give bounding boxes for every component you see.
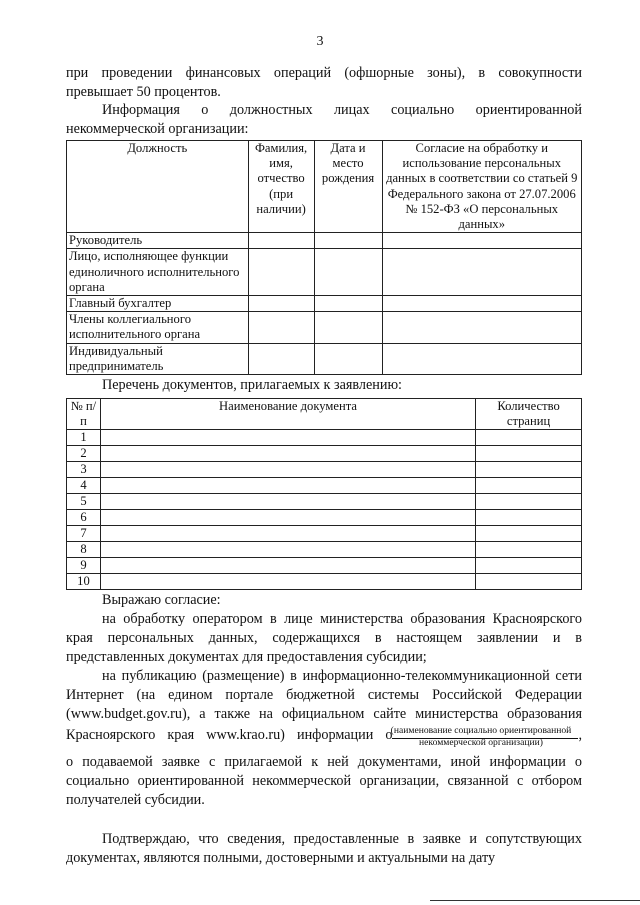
cell-page-count[interactable] <box>476 574 582 590</box>
row-number: 1 <box>67 430 101 446</box>
cell-consent[interactable] <box>382 249 582 296</box>
table-row <box>67 510 582 526</box>
cell-consent[interactable] <box>382 233 582 249</box>
row-position: Индивидуальный предприниматель <box>67 343 249 374</box>
header-birth: Дата и место рождения <box>314 141 382 233</box>
row-number: 5 <box>67 494 101 510</box>
table-row <box>67 430 582 446</box>
organization-name-caption: (наименование социально ориентированной некоммерческой организации) <box>390 725 572 748</box>
cell-page-count[interactable] <box>476 478 582 494</box>
table-row <box>67 542 582 558</box>
table-row <box>67 296 582 312</box>
table-row <box>67 343 582 374</box>
row-number: 3 <box>67 462 101 478</box>
cell-document-name[interactable] <box>100 558 475 574</box>
cell-name[interactable] <box>248 312 314 343</box>
row-number: 7 <box>67 526 101 542</box>
table-row <box>67 249 582 296</box>
cell-name[interactable] <box>248 233 314 249</box>
officials-table-header <box>67 141 582 233</box>
row-number: 8 <box>67 542 101 558</box>
cell-document-name[interactable] <box>100 526 475 542</box>
officials-intro: Информация о должностных лицах социально ориентированной некоммерческой организации: <box>66 102 582 137</box>
page-number: 3 <box>316 34 324 49</box>
header-page-count: Количество страниц <box>476 399 582 430</box>
cell-birth[interactable] <box>314 343 382 374</box>
documents-table-header <box>67 399 582 430</box>
row-number: 9 <box>67 558 101 574</box>
cell-document-name[interactable] <box>100 446 475 462</box>
consent-item-publication-text: на публикацию (размещение) в информационно-телекоммуникационной сети Интернет (на едином портале бюджетной системы Российской Федерации (www.budget.gov.ru), а также на официальном сайте министерства образования Красноярского края www.krao.ru) информации о <box>66 668 582 743</box>
row-position: Главный бухгалтер <box>67 296 249 312</box>
header-consent: Согласие на обработку и использование персональных данных в соответствии со статьей 9 Федерального закона от 27.07.2006 № 152-ФЗ «О персональных данных» <box>382 141 582 233</box>
offshore-paragraph: при проведении финансовых операций (офшорные зоны), в совокупности превышает 50 процентов. <box>66 65 582 100</box>
cell-page-count[interactable] <box>476 494 582 510</box>
header-full-name: Фамилия, имя, отчество (при наличии) <box>248 141 314 233</box>
table-row <box>67 558 582 574</box>
table-row <box>67 478 582 494</box>
consent-item-publication-end: , <box>578 727 582 743</box>
cell-document-name[interactable] <box>100 430 475 446</box>
row-number: 10 <box>67 574 101 590</box>
cell-consent[interactable] <box>382 343 582 374</box>
cell-consent[interactable] <box>382 296 582 312</box>
page-bottom-divider <box>430 900 640 901</box>
cell-page-count[interactable] <box>476 542 582 558</box>
table-row <box>67 462 582 478</box>
table-row <box>67 574 582 590</box>
row-number: 6 <box>67 510 101 526</box>
table-row <box>67 312 582 343</box>
cell-name[interactable] <box>248 343 314 374</box>
cell-page-count[interactable] <box>476 462 582 478</box>
row-position: Руководитель <box>67 233 249 249</box>
table-row <box>67 494 582 510</box>
cell-document-name[interactable] <box>100 478 475 494</box>
cell-page-count[interactable] <box>476 446 582 462</box>
table-row <box>67 446 582 462</box>
cell-document-name[interactable] <box>100 574 475 590</box>
documents-table <box>66 398 582 590</box>
cell-document-name[interactable] <box>100 494 475 510</box>
cell-document-name[interactable] <box>100 462 475 478</box>
confirmation-paragraph: Подтверждаю, что сведения, предоставленные в заявке и сопутствующих документах, являются полными, достоверными и актуальными на дату <box>66 831 582 866</box>
header-position: Должность <box>67 141 249 233</box>
cell-birth[interactable] <box>314 249 382 296</box>
row-number: 2 <box>67 446 101 462</box>
row-position: Лицо, исполняющее функции единоличного исполнительного органа <box>67 249 249 296</box>
table-row <box>67 526 582 542</box>
cell-consent[interactable] <box>382 312 582 343</box>
consent-heading: Выражаю согласие: <box>102 592 221 608</box>
header-document-name: Наименование документа <box>100 399 475 430</box>
cell-birth[interactable] <box>314 233 382 249</box>
row-number: 4 <box>67 478 101 494</box>
documents-heading: Перечень документов, прилагаемых к заявлению: <box>102 377 403 393</box>
cell-page-count[interactable] <box>476 430 582 446</box>
cell-birth[interactable] <box>314 312 382 343</box>
cell-page-count[interactable] <box>476 558 582 574</box>
consent-item-application: о подаваемой заявке с прилагаемой к ней документами, иной информации о социально ориентированной некоммерческой организации, связанной с отбором получателей субсидии. <box>66 754 582 808</box>
cell-page-count[interactable] <box>476 526 582 542</box>
consent-item-processing: на обработку оператором в лице министерства образования Красноярского края персональных данных, содержащихся в настоящем заявлении и в представленных документах для предоставления субсидии; <box>66 611 582 665</box>
table-row <box>67 233 582 249</box>
cell-document-name[interactable] <box>100 510 475 526</box>
officials-table <box>66 140 582 375</box>
cell-page-count[interactable] <box>476 510 582 526</box>
cell-birth[interactable] <box>314 296 382 312</box>
cell-document-name[interactable] <box>100 542 475 558</box>
header-number: № п/п <box>67 399 101 430</box>
cell-name[interactable] <box>248 296 314 312</box>
row-position: Члены коллегиального исполнительного органа <box>67 312 249 343</box>
cell-name[interactable] <box>248 249 314 296</box>
